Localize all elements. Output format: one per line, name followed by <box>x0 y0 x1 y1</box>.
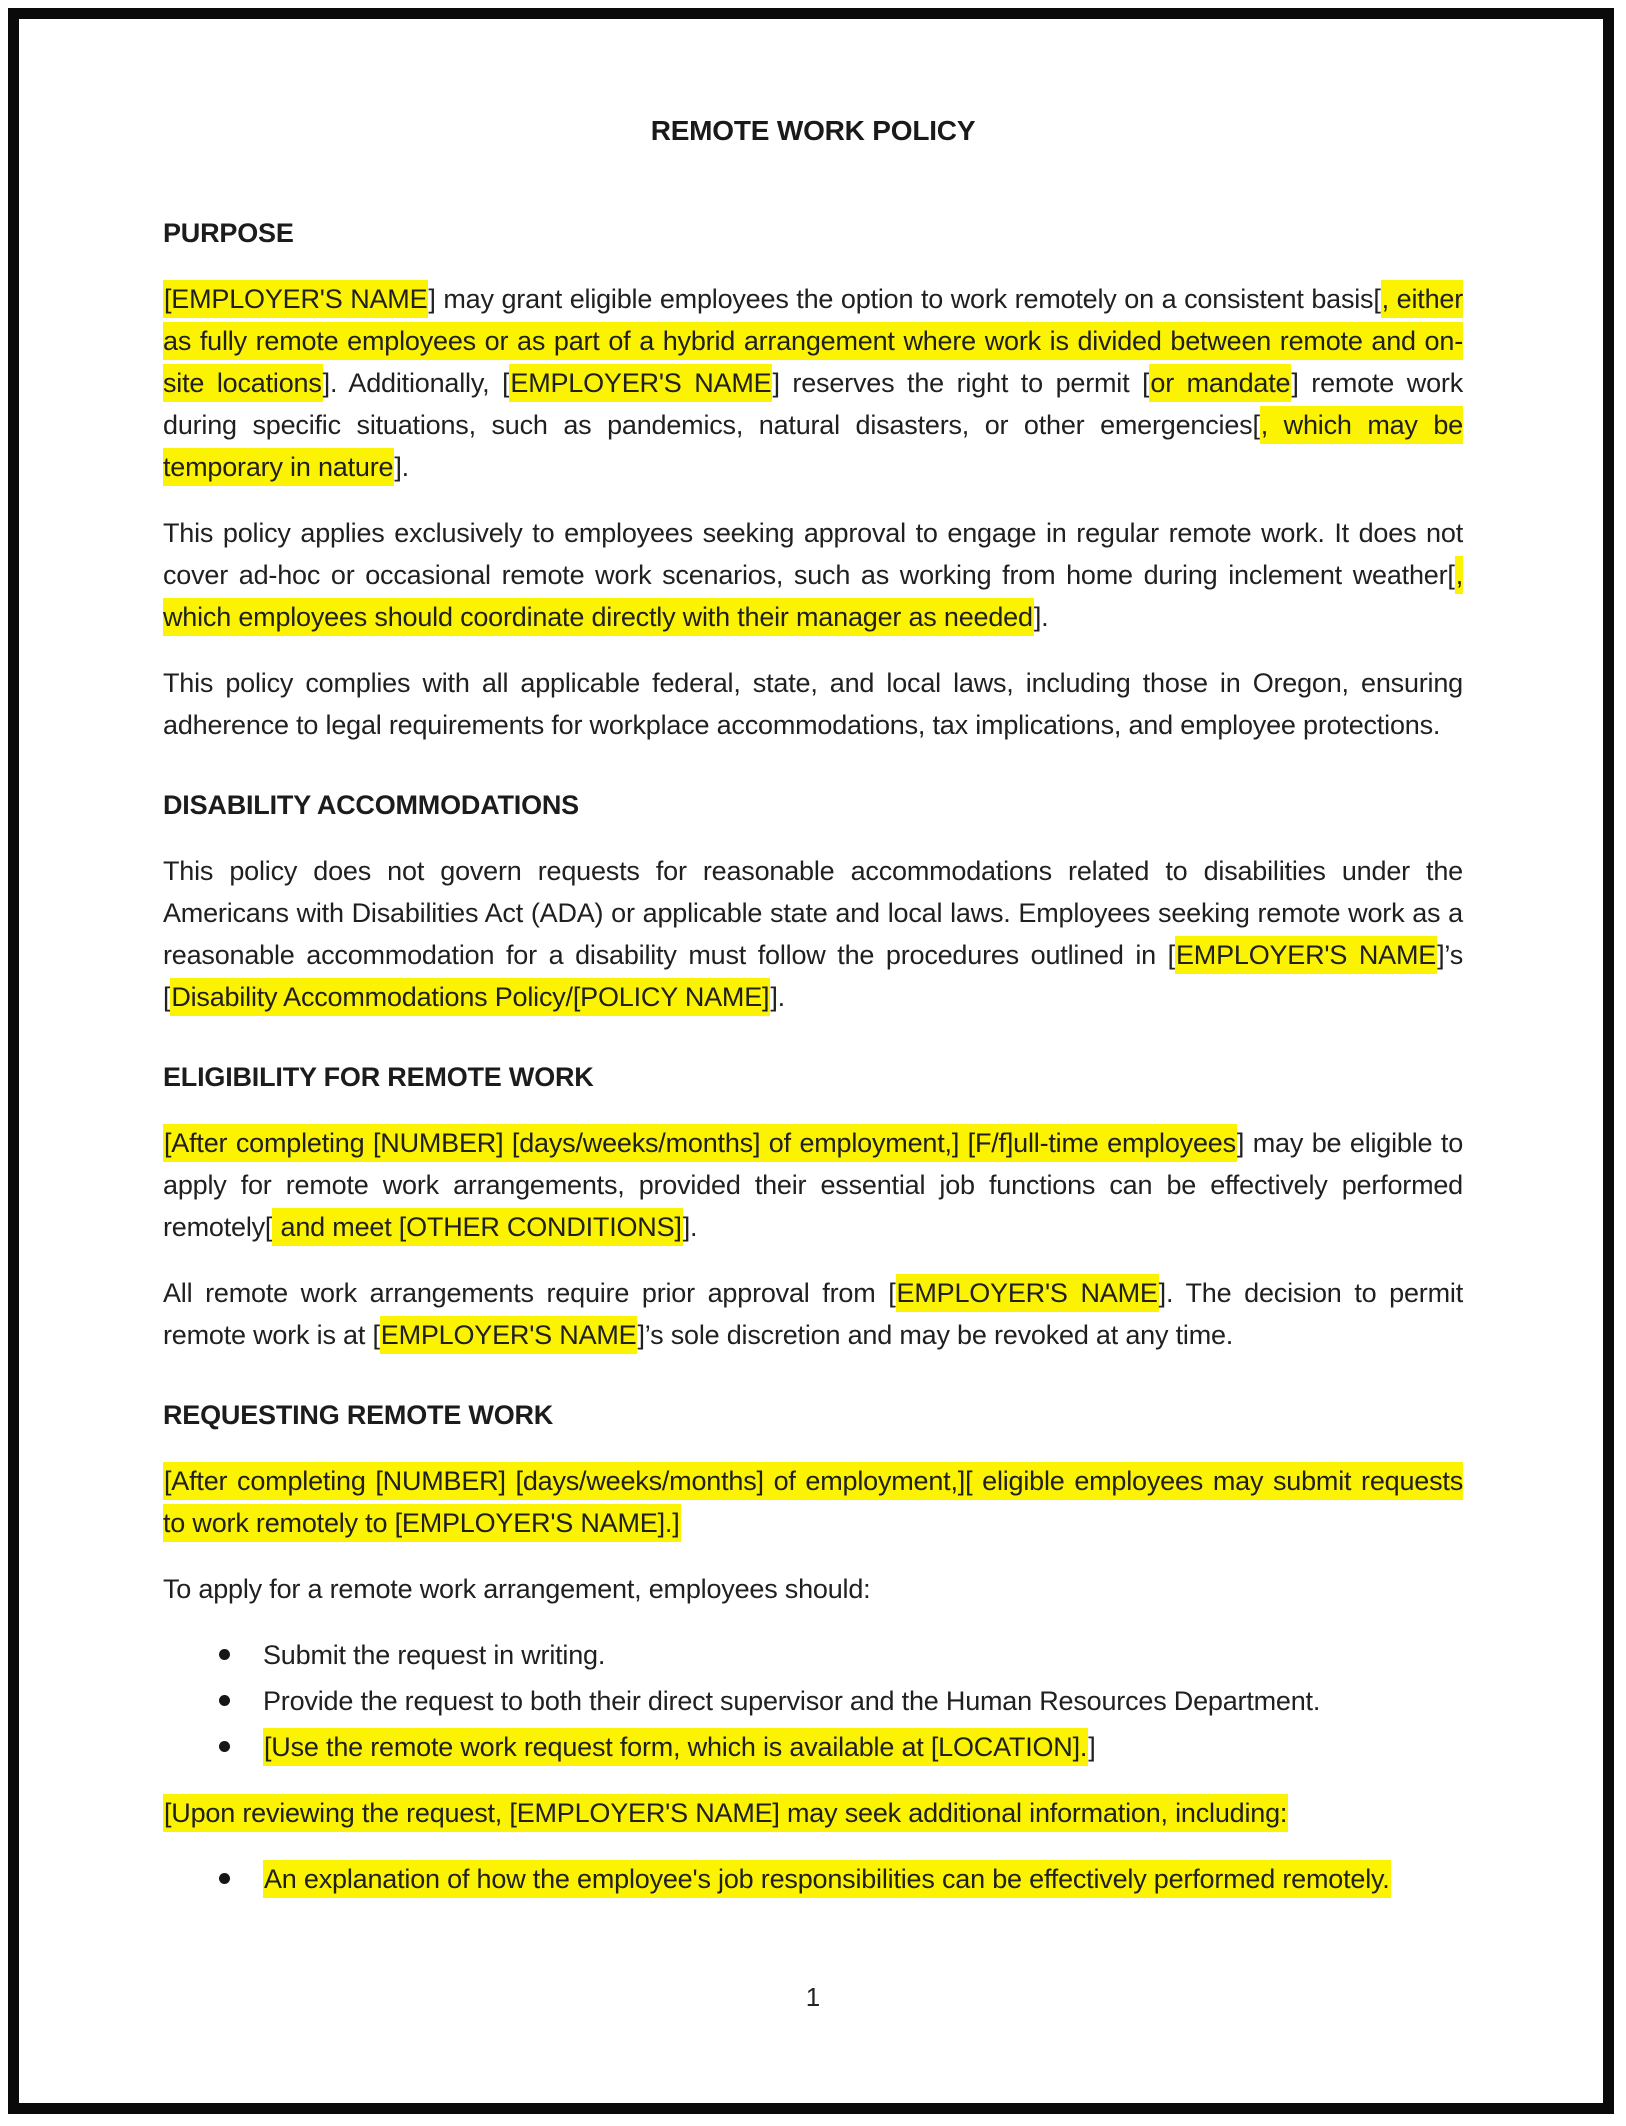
text-segment: ]’s sole discretion and may be revoked at any time. <box>637 1320 1234 1350</box>
text-segment: ]. <box>1033 602 1049 632</box>
text-segment: ]. <box>394 452 409 482</box>
text-segment: ] may be eligible to apply for remote work arrangements, provided their essential job functions can be effectively performed remotely[ <box>163 1128 1464 1242</box>
paragraph <box>163 662 1463 746</box>
text-segment: ]. Additionally, [ <box>322 368 510 398</box>
section-heading-disability-accommodations: DISABILITY ACCOMMODATIONS <box>163 790 579 820</box>
paragraph <box>163 1122 1463 1248</box>
list-item <box>163 1634 1463 1676</box>
highlighted-text: , which may be temporary in nature <box>163 406 1463 486</box>
highlighted-text: [EMPLOYER'S NAME <box>163 280 428 318</box>
text-segment: This policy does not govern requests for reasonable accommodations related to disabilities under the Americans with Disabilities Act (ADA) or applicable state and local laws. Employees seeking remote work as a reasonable accommodation for a disability must follow the procedures outlined in [ <box>163 856 1463 970</box>
text-segment: Provide the request to both their direct supervisor and the Human Resources Department. <box>263 1686 1321 1716</box>
paragraph <box>163 278 1463 488</box>
text-segment: ]. The decision to permit remote work is at [ <box>163 1278 1463 1350</box>
list-item <box>163 1680 1463 1722</box>
page-number: 1 <box>805 1982 821 2012</box>
section-heading-requesting-remote-work: REQUESTING REMOTE WORK <box>163 1400 554 1430</box>
bullet-list <box>163 1858 1463 1900</box>
text-segment: ] reserves the right to permit [ <box>772 368 1150 398</box>
highlighted-text: , which employees should coordinate directly with their manager as needed <box>163 556 1463 636</box>
text-segment: This policy complies with all applicable federal, state, and local laws, including those in Oregon, ensuring adherence to legal requirements for workplace accommodations, tax implications, and employee protections. <box>163 668 1463 740</box>
section-heading-purpose: PURPOSE <box>163 218 294 248</box>
paragraph <box>163 850 1463 1018</box>
highlighted-text: EMPLOYER'S NAME <box>1175 936 1437 974</box>
text-segment: All remote work arrangements require prior approval from [ <box>163 1278 896 1308</box>
paragraph <box>163 1792 1463 1834</box>
highlighted-text: and meet [OTHER CONDITIONS] <box>272 1208 682 1246</box>
highlighted-text: or mandate <box>1149 364 1291 402</box>
page-content <box>163 110 1463 1924</box>
text-segment: ]. <box>770 982 785 1012</box>
highlighted-text: EMPLOYER'S NAME <box>896 1274 1159 1312</box>
highlighted-text: Disability Accommodations Policy/[POLICY NAME] <box>170 978 770 1016</box>
text-segment: ] may grant eligible employees the option to work remotely on a consistent basis[ <box>428 284 1381 314</box>
highlighted-text: [Upon reviewing the request, [EMPLOYER'S NAME] may seek additional information, including: <box>163 1794 1288 1832</box>
text-segment: ] remote work during specific situations, such as pandemics, natural disasters, or other emergencies[ <box>163 368 1463 440</box>
paragraph <box>163 1460 1463 1544</box>
paragraph <box>163 512 1463 638</box>
highlighted-text: An explanation of how the employee's job responsibilities can be effectively performed remotely. <box>263 1860 1391 1898</box>
section-heading-eligibility-for-remote-work: ELIGIBILITY FOR REMOTE WORK <box>163 1062 594 1092</box>
highlighted-text: , either as fully remote employees or as part of a hybrid arrangement where work is divided between remote and on-site locations <box>163 280 1463 402</box>
list-item <box>163 1726 1463 1768</box>
paragraph <box>163 1568 1463 1610</box>
list-item <box>163 1858 1463 1900</box>
highlighted-text: [After completing [NUMBER] [days/weeks/months] of employment,] [F/f]ull-time employees <box>163 1124 1237 1162</box>
text-segment: This policy applies exclusively to employees seeking approval to engage in regular remote work. It does not cover ad-hoc or occasional remote work scenarios, such as working from home during inclement weather[ <box>163 518 1463 590</box>
highlighted-text: [After completing [NUMBER] [days/weeks/months] of employment,][ eligible employees may submit requests to work remotely to [EMPLOYER'S NAME].] <box>163 1462 1463 1542</box>
paragraph <box>163 1272 1463 1356</box>
text-segment: To apply for a remote work arrangement, employees should: <box>163 1574 871 1604</box>
highlighted-text: [Use the remote work request form, which is available at [LOCATION]. <box>263 1728 1088 1766</box>
highlighted-text: EMPLOYER'S NAME <box>509 364 772 402</box>
document-body <box>163 212 1463 1900</box>
text-segment: Submit the request in writing. <box>263 1640 606 1670</box>
text-segment: ]’s [ <box>163 940 1463 1012</box>
document-title: REMOTE WORK POLICY <box>650 115 976 146</box>
text-segment: ] <box>1088 1732 1096 1762</box>
highlighted-text: EMPLOYER'S NAME <box>380 1316 638 1354</box>
bullet-list <box>163 1634 1463 1768</box>
text-segment: ]. <box>682 1212 698 1242</box>
